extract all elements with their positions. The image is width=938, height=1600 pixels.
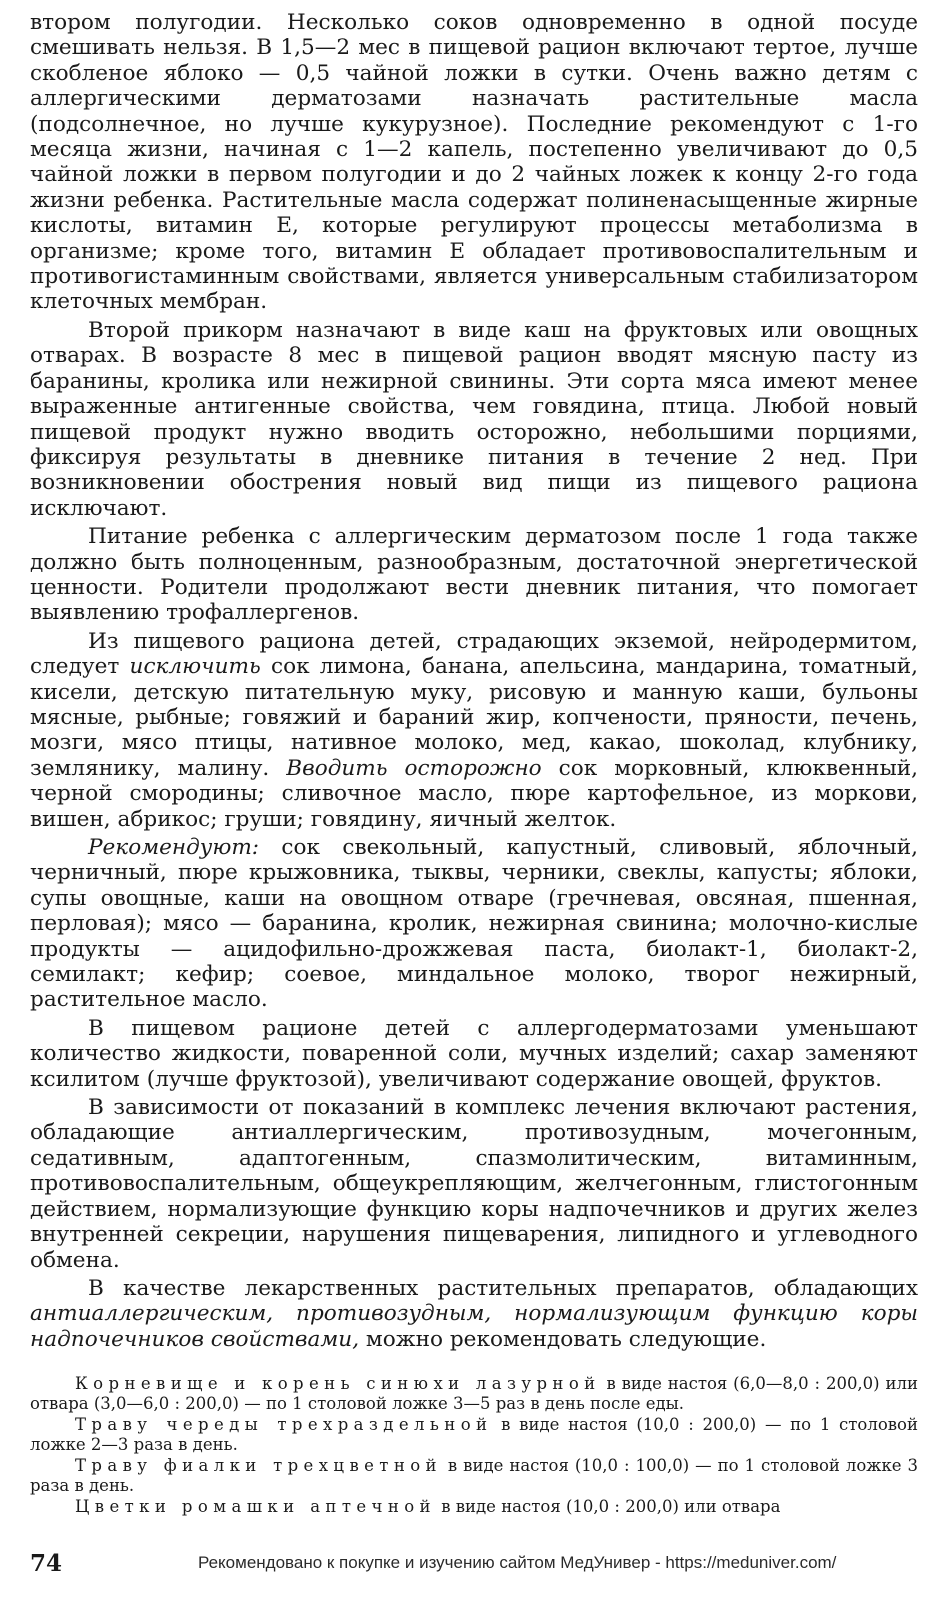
paragraph-drugs xyxy=(30,1276,918,1352)
drugs-lead: В качестве лекарственных растительных препаратов, обладающих xyxy=(88,1275,918,1301)
recipe-item xyxy=(30,1497,918,1517)
drugs-italic: антиаллергическим, противозудным, нормализующим функцию коры надпочечников свойствами, xyxy=(30,1301,918,1352)
recipe-item xyxy=(30,1456,918,1495)
paragraph-exclude xyxy=(30,629,918,832)
paragraph-recommend xyxy=(30,835,918,1013)
paragraph-second-feeding: Второй прикорм назначают в виде каш на фруктовых или овощных отварах. В возрасте 8 мес в пищевой рацион вводят мясную пасту из баранины, кролика или нежирной свинины. Эти сорта мяса имеют менее выраженные антигенные свойства, чем говядина, птица. Любой новый пищевой продукт нужно вводить осторожно, небольшими порциями, фиксируя результаты в дневнике питания в течение 2 нед. При возникновении обострения новый вид пищи из пищевого рациона исключают. xyxy=(30,317,918,521)
caution-list: сок морковный, клюквенный, черной смородины; сливочное масло, пюре картофельное, из моркови, вишен, абрикос; груши; говядину, яичный желток. xyxy=(30,755,919,832)
page-number: 74 xyxy=(30,1550,63,1577)
page-body xyxy=(30,10,918,1519)
paragraph-solid-oils: втором полугодии. Несколько соков одновременно в одной посуде смешивать нельзя. В 1,5—2 мес в пищевой рацион включают тертое, лучше скобленое яблоко — 0,5 чайной ложки в сутки. Очень важно детям с аллергическими дерматозами назначать растительные масла (подсолнечное, но лучше кукурузное). Последние рекомендуют с 1-го месяца жизни, начиная с 1—2 капель, постепенно увеличивают до 0,5 чайной ложки в первом полугодии и до 2 чайных ложек к концу 2-го года жизни ребенка. Растительные масла содержат полиненасыщенные жирные кислоты, витамин Е, которые регулируют процессы метаболизма в организме; кроме того, витамин Е обладает противовоспалительным и противогистаминным свойствами, является универсальным стабилизатором клеточных мембран. xyxy=(30,10,918,315)
exclude-label: исключить xyxy=(129,654,261,680)
page-footer xyxy=(30,1550,918,1580)
main-text xyxy=(30,10,918,1352)
recipe-text: в виде настоя (10,0 : 200,0) или отвара xyxy=(435,1497,781,1517)
recipe-name: Траву череды трехраздельной xyxy=(75,1415,493,1435)
exclude-lead: Из пищевого рациона детей, страдающих экземой, нейродермитом, следует xyxy=(30,628,918,680)
drugs-tail: можно рекомендовать следующие. xyxy=(359,1326,767,1352)
recommend-list: сок свекольный, капустный, сливовый, яблочный, черничный, пюре крыжовника, тыквы, черники, свеклы, капусты; яблоки, супы овощные, каши на овощном отваре (гречневая, овсяная, пшенная, перловая); мясо — баранина, кролик, нежирная свинина; молочно-кислые продукты — ацидофильно-дрожжевая паста, биолакт-1, биолакт-2, семилакт; кефир; соевое, миндальное молоко, творог нежирный, растительное масло. xyxy=(30,835,918,1013)
recipe-name: Корневище и корень синюхи лазурной xyxy=(75,1374,601,1394)
recipe-item xyxy=(30,1415,918,1454)
paragraph-after-one-year: Питание ребенка с аллергическим дерматозом после 1 года также должно быть полноценным, разнообразным, достаточной энергетической ценности. Родители продолжают вести дневник питания, что помогает выявлению трофаллергенов. xyxy=(30,524,918,626)
recipe-text: в виде настоя (10,0 : 100,0) — по 1 столовой ложке 3 раза в день. xyxy=(30,1456,918,1495)
recipe-text: в виде настоя (6,0—8,0 : 200,0) или отвара (3,0—6,0 : 200,0) — по 1 столовой ложке 3—5 раз в день после еды. xyxy=(30,1374,918,1413)
recipe-name: Цветки ромашки аптечной xyxy=(75,1497,436,1517)
paragraph-plants: В зависимости от показаний в комплекс лечения включают растения, обладающие антиаллергическим, противозудным, мочегонным, седативным, адаптогенным, спазмолитическим, витаминным, противовоспалительным, общеукрепляющим, желчегонным, глистогонным действием, нормализующие функцию коры надпочечников и других желез внутренней секреции, нарушения пищеварения, липидного и углеводного обмена. xyxy=(30,1095,918,1273)
recipe-text: в виде настоя (10,0 : 200,0) — по 1 столовой ложке 2—3 раза в день. xyxy=(30,1415,918,1454)
paragraph-reduce: В пищевом рационе детей с аллергодерматозами уменьшают количество жидкости, поваренной соли, мучных изделий; сахар заменяют ксилитом (лучше фруктозой), увеличивают содержание овощей, фруктов. xyxy=(30,1015,918,1092)
caution-label: Вводить осторожно xyxy=(286,755,542,781)
exclude-list: сок лимона, банана, апельсина, мандарина, томатный, кисели, детскую питательную муку, рисовую и манную каши, бульоны мясные, рыбные; говяжий и бараний жир, копчености, пряности, печень, мозги, мясо птицы, нативное молоко, мед, какао, шоколад, клубнику, землянику, малину. xyxy=(30,654,918,781)
recipe-item xyxy=(30,1374,918,1413)
recipe-list xyxy=(30,1374,918,1517)
recipe-name: Траву фиалки трехцветной xyxy=(75,1456,442,1476)
watermark-text: Рекомендовано к покупке и изучению сайтом МедУнивер - https://meduniver.com/ xyxy=(198,1553,837,1572)
recommend-label: Рекомендуют: xyxy=(88,835,260,860)
